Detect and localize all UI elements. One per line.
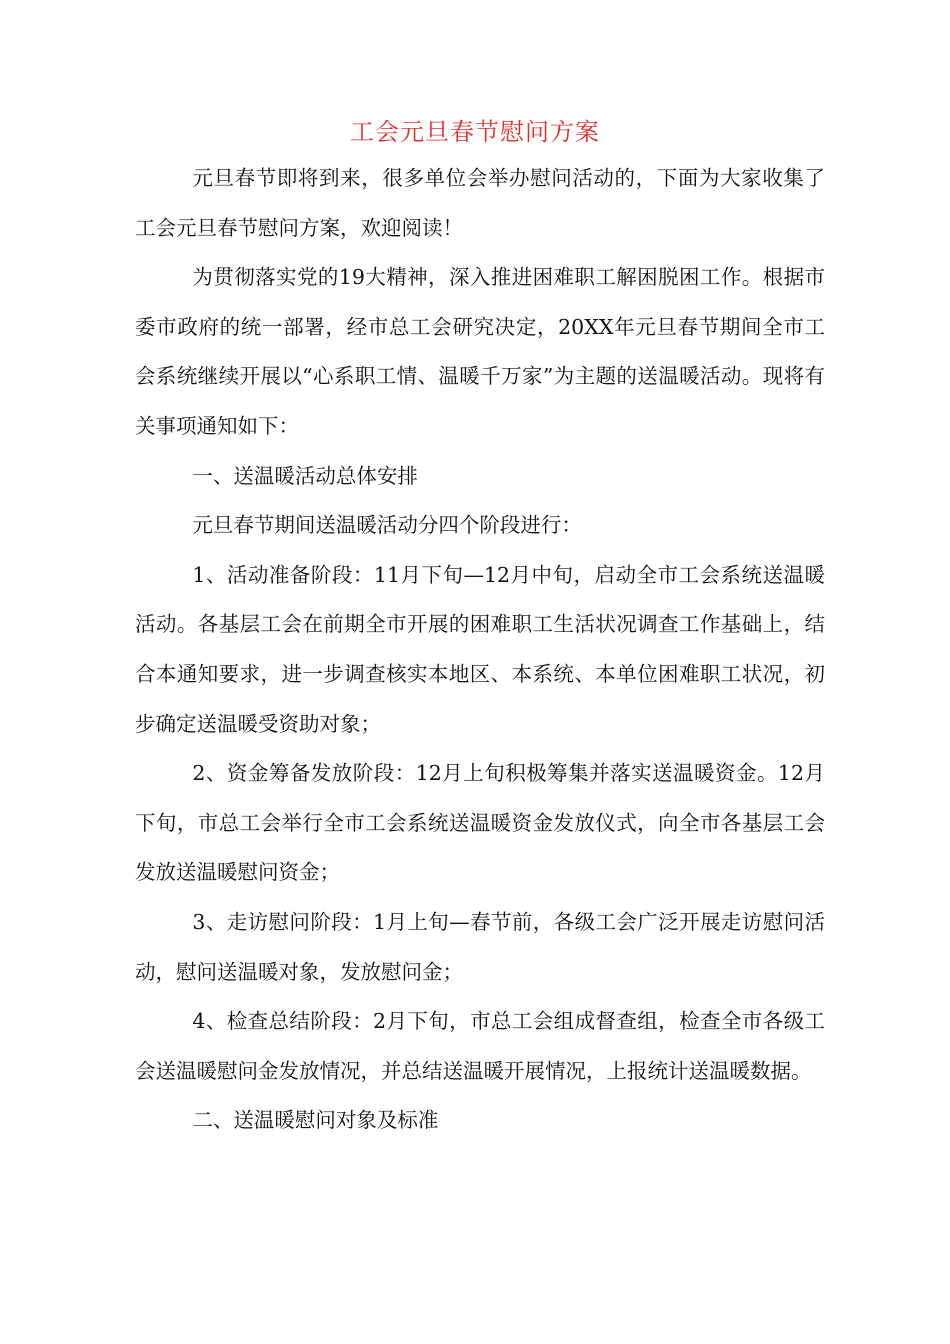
paragraph-stage-4: 4、检查总结阶段：2月下旬，市总工会组成督查组，检查全市各级工会送温暖慰问金发放情况，并总结送温暖开展情况，上报统计送温暖数据。 [135,1009,825,1083]
paragraph-stage-2: 2、资金筹备发放阶段：12月上旬积极筹集并落实送温暖资金。12月下旬，市总工会举行全市工会系统送温暖资金发放仪式，向全市各基层工会发放送温暖慰问资金； [135,761,825,885]
document-body [135,154,825,1146]
paragraph-stage-1: 1、活动准备阶段：11月下旬—12月中旬，启动全市工会系统送温暖活动。各基层工会在前期全市开展的困难职工生活状况调查工作基础上，结合本通知要求，进一步调查核实本地区、本系统、本单位困难职工状况，初步确定送温暖受资助对象； [135,562,825,736]
paragraph-stage-3: 3、走访慰问阶段：1月上旬—春节前，各级工会广泛开展走访慰问活动，慰问送温暖对象，发放慰问金； [135,909,825,984]
document-title: 工会元旦春节慰问方案 [350,118,600,146]
paragraph-stages: 元旦春节期间送温暖活动分四个阶段进行： [192,513,582,538]
section-heading-1: 一、送温暖活动总体安排 [192,463,418,488]
paragraph-intro: 元旦春节即将到来，很多单位会举办慰问活动的，下面为大家收集了工会元旦春节慰问方案，欢迎阅读！ [135,166,825,240]
paragraph-notice: 为贯彻落实党的19大精神，深入推进困难职工解困脱困工作。根据市委市政府的统一部署，经市总工会研究决定，20XX年元旦春节期间全市工会系统继续开展以“心系职工情、温暖千万家”为主题的送温暖活动。现将有关事项通知如下： [135,265,825,438]
section-heading-2: 二、送温暖慰问对象及标准 [192,1108,439,1133]
